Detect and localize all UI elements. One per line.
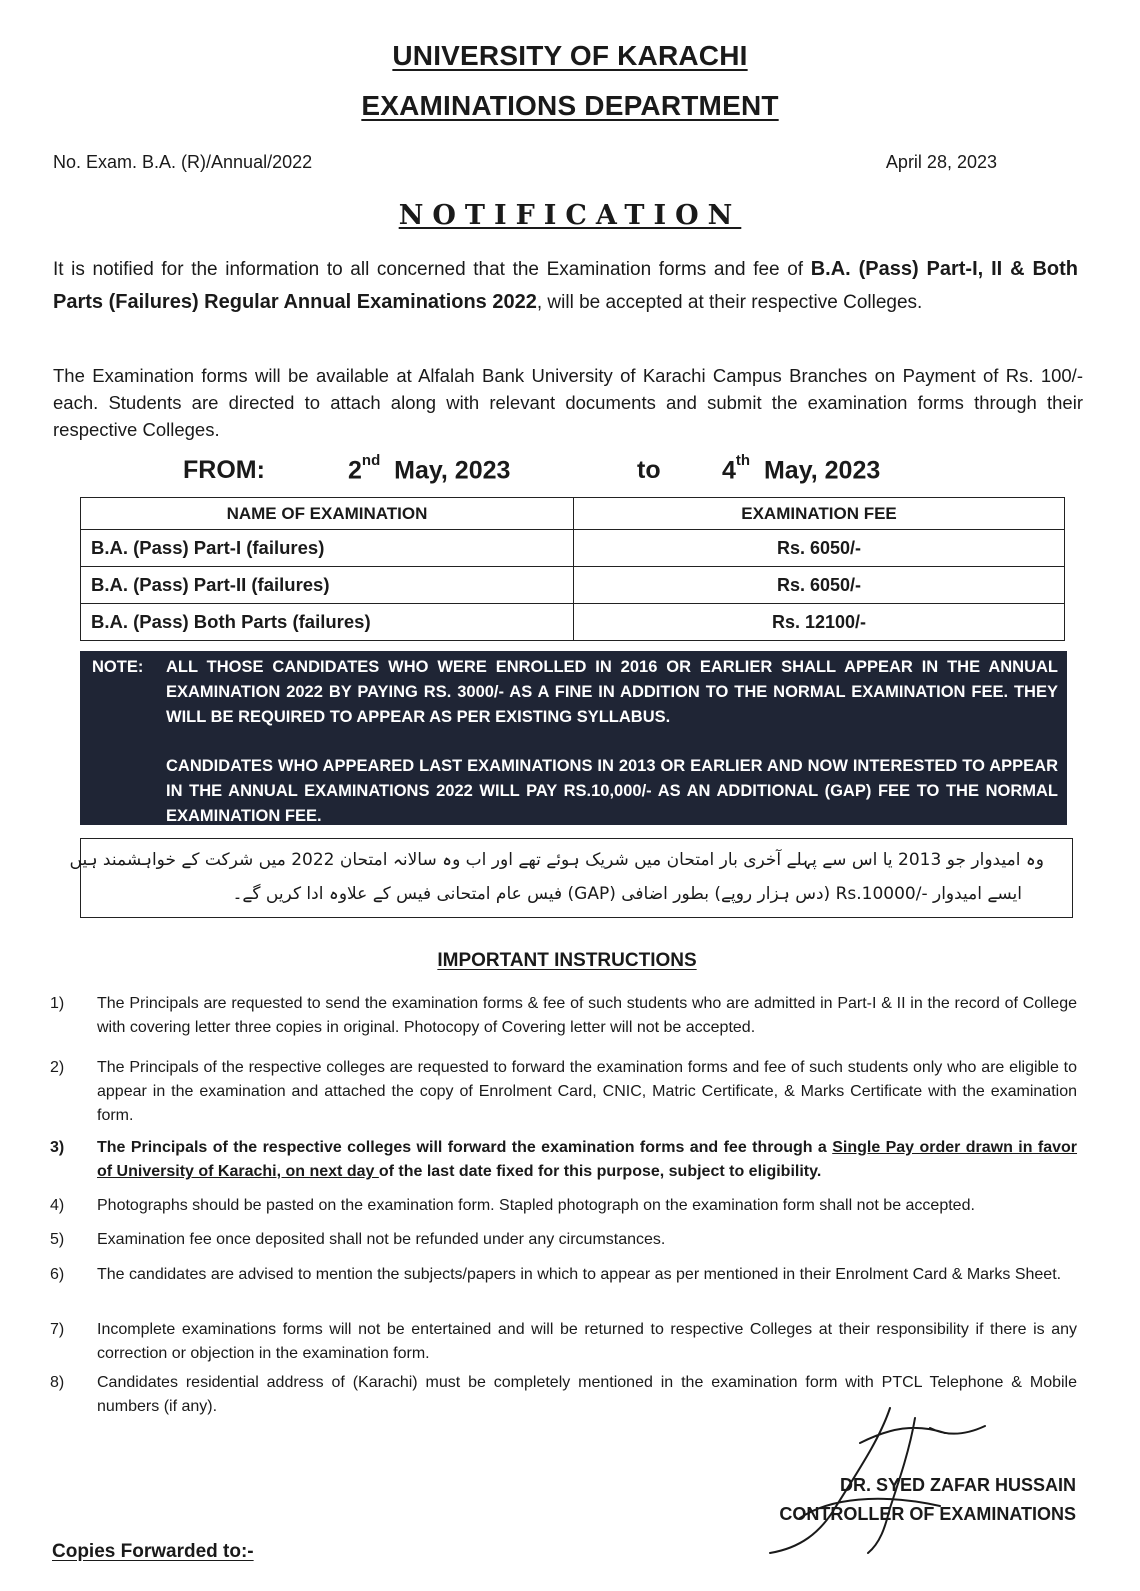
exam-fee-cell: Rs. 6050/- — [574, 530, 1065, 567]
table-row — [81, 604, 1065, 641]
issue-date: April 28, 2023 — [885, 152, 997, 172]
to-label: to — [637, 456, 661, 484]
note-label: NOTE: — [92, 658, 144, 676]
end-date: 4th May, 2023 — [722, 452, 881, 485]
department-title: EXAMINATIONS DEPARTMENT — [361, 90, 779, 121]
urdu-line-1: وہ امیدوار جو 2013 یا اس سے پہلے آخری بار امتحان میں شریک ہوئے تھے اور اب وہ سالانہ امتحان 2022 میں شرکت کے خواہشمند ہیں — [69, 850, 1044, 870]
table-row — [81, 530, 1065, 567]
exam-name-cell: B.A. (Pass) Both Parts (failures) — [81, 604, 574, 641]
start-date: 2nd May, 2023 — [348, 452, 511, 485]
instruction-number: 2) — [50, 1059, 65, 1076]
important-instructions-heading: IMPORTANT INSTRUCTIONS — [437, 950, 697, 971]
instruction-number: 5) — [50, 1231, 65, 1248]
instruction-text: Candidates residential address of (Karachi) must be completely mentioned in the examination form with PTCL Telephone & Mobile numbers (if any). — [97, 1374, 1077, 1415]
exam-fee-cell: Rs. 6050/- — [574, 567, 1065, 604]
instruction-text: Incomplete examinations forms will not be entertained and will be returned to respective Colleges at their responsibility if there is any correction or objection in the examination form. — [97, 1321, 1077, 1362]
pay-order-clause: Single Pay order drawn in favor of University of Karachi, on next day — [97, 1139, 1078, 1180]
instruction-text: The Principals are requested to send the examination forms & fee of such students who are admitted in Part-I & II in the record of College with covering letter three copies in original. Photocopy of Covering letter will not be accepted. — [97, 995, 1077, 1036]
fee-table — [80, 497, 1065, 641]
table-row — [81, 567, 1065, 604]
notification-heading: NOTIFICATION — [398, 200, 742, 231]
copies-forwarded-label: Copies Forwarded to:- — [52, 1541, 254, 1562]
instruction-text: Examination fee once deposited shall not be refunded under any circumstances. — [97, 1231, 666, 1248]
signatory-name: DR. SYED ZAFAR HUSSAIN — [839, 1475, 1076, 1495]
instruction-number: 7) — [50, 1321, 65, 1338]
instruction-number: 6) — [50, 1266, 65, 1283]
exam-name: B.A. (Pass) Part-I, II & Both Parts (Failures) Regular Annual Examinations 2022 — [53, 258, 1078, 313]
column-header-fee: EXAMINATION FEE — [574, 498, 1065, 530]
instruction-text: The Principals of the respective colleges will forward the examination forms and fee through a Single Pay order drawn in favor of University of Karachi, on next day of the last date fixed for this purpose, subject to eligibility. — [97, 1139, 1078, 1180]
instruction-text: The candidates are advised to mention the subjects/papers in which to appear as per mentioned in their Enrolment Card & Marks Sheet. — [97, 1266, 1062, 1283]
from-label: FROM: — [183, 456, 265, 484]
instruction-number: 1) — [50, 995, 65, 1012]
signatory-title: CONTROLLER OF EXAMINATIONS — [779, 1504, 1076, 1524]
forms-availability-paragraph: The Examination forms will be available at Alfalah Bank University of Karachi Campus Branches on Payment of Rs. 100/- each. Students are directed to attach along with relevant documents and submit the examination forms through their respective Colleges. — [53, 365, 1083, 440]
note-body — [166, 655, 1058, 853]
note-paragraph-gap-fee: CANDIDATES WHO APPEARED LAST EXAMINATIONS IN 2013 OR EARLIER AND NOW INTERESTED TO APPEAR IN THE ANNUAL EXAMINATIONS 2022 WILL PAY RS.10,000/- AS AN ADDITIONAL (GAP) FEE TO THE NORMAL EXAMINATION FEE. — [166, 757, 1058, 825]
urdu-line-2: ایسے امیدوار -/Rs.10000 (دس ہزار روپے) بطور اضافی (GAP) فیس عام امتحانی فیس کے علاوہ ادا کریں گے۔ — [232, 884, 1022, 904]
exam-name-cell: B.A. (Pass) Part-II (failures) — [81, 567, 574, 604]
exam-fee-cell: Rs. 12100/- — [574, 604, 1065, 641]
instruction-text: The Principals of the respective colleges are requested to forward the examination forms and fee of such students only who are eligible to appear in the examination and attached the copy of Enrolment Card, CNIC, Matric Certificate, & Marks Certificate with the examination form. — [97, 1059, 1077, 1124]
instruction-text: Photographs should be pasted on the examination form. Stapled photograph on the examination form shall not be accepted. — [97, 1197, 975, 1214]
reference-number: No. Exam. B.A. (R)/Annual/2022 — [53, 152, 313, 172]
note-paragraph-fine: ALL THOSE CANDIDATES WHO WERE ENROLLED IN 2016 OR EARLIER SHALL APPEAR IN THE ANNUAL EXAMINATION 2022 BY PAYING RS. 3000/- AS A FINE IN ADDITION TO THE NORMAL EXAMINATION FEE. THEY WILL BE REQUIRED TO APPEAR AS PER EXISTING SYLLABUS. — [166, 658, 1058, 726]
university-title: UNIVERSITY OF KARACHI — [392, 40, 748, 71]
note-box — [80, 651, 1067, 825]
instruction-number: 8) — [50, 1374, 65, 1391]
exam-name-cell: B.A. (Pass) Part-I (failures) — [81, 530, 574, 567]
urdu-notice-box — [69, 838, 1073, 918]
intro-paragraph: It is notified for the information to all concerned that the Examination forms and fee of B.A. (Pass) Part-I, II & Both Parts (Failures) Regular Annual Examinations 2022, will be accepted at their respective Colleges. — [53, 258, 1078, 313]
column-header-exam: NAME OF EXAMINATION — [81, 498, 574, 530]
instruction-number: 3) — [50, 1139, 65, 1156]
schedule-row — [0, 452, 1140, 492]
instruction-number: 4) — [50, 1197, 65, 1214]
